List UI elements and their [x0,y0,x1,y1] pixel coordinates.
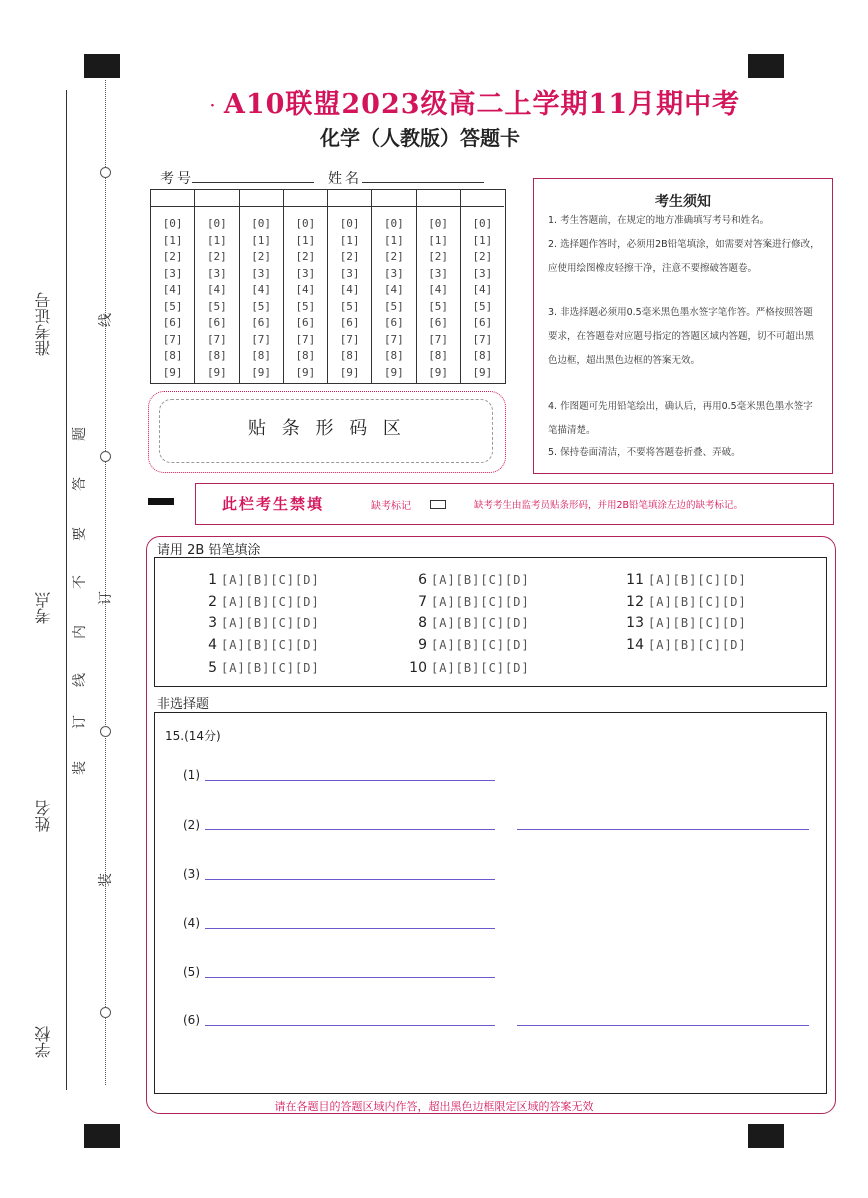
digit-bubble[interactable]: [5] [428,299,449,313]
answer-bubbles[interactable]: [A][B][C][D] [431,616,530,630]
exam-number-column[interactable] [240,190,284,383]
question-number: 14 [626,637,644,653]
digit-bubble[interactable]: [5] [383,299,404,313]
question-number: 10 [409,660,427,676]
digit-bubble[interactable]: [6] [339,316,360,329]
digit-bubble[interactable]: [2] [339,250,360,263]
answer-bubbles[interactable]: [A][B][C][D] [221,573,320,587]
margin-label-kaodian: 考点 [34,592,53,624]
part-label: (2) [183,818,200,832]
choice-question[interactable] [195,637,320,653]
digit-bubble[interactable]: [3] [162,266,183,280]
page-title: · A10联盟2023级高二上学期11月期中考 [210,89,741,120]
digit-bubble[interactable]: [5] [472,299,493,313]
digit-bubble[interactable]: [4] [162,283,183,296]
answer-bubbles[interactable]: [A][B][C][D] [431,595,530,609]
digit-bubble[interactable]: [8] [339,349,360,362]
choice-question[interactable] [195,572,320,588]
digit-bubble[interactable]: [7] [206,332,227,346]
digit-bubble[interactable]: [2] [251,250,272,263]
footer-note: 请在各题目的答题区域内作答，超出黑色边框限定区域的答案无效 [274,1100,594,1113]
exam-notice-box [533,178,833,474]
margin-warning-char: 答 [72,477,88,491]
choice-question[interactable] [405,637,530,653]
margin-rule-left [66,90,67,1090]
digit-bubble[interactable]: [0] [428,217,449,230]
question-number: 7 [418,594,427,610]
digit-bubble[interactable]: [0] [472,217,493,230]
barcode-area [148,391,506,473]
digit-bubble[interactable]: [1] [339,233,360,247]
question-number: 1 [208,572,217,588]
digit-bubble[interactable]: [5] [162,299,183,313]
digit-bubble[interactable]: [5] [339,299,360,313]
digit-bubble[interactable]: [7] [251,332,272,346]
digit-bubble[interactable]: [1] [295,233,316,247]
digit-bubble[interactable]: [0] [162,217,183,230]
digit-bubble[interactable]: [8] [251,349,272,362]
margin-label-xuexiao: 学校 [34,1026,53,1058]
question-number: 9 [418,637,427,653]
digit-bubble[interactable]: [2] [206,250,227,263]
digit-bubble[interactable]: [3] [339,266,360,280]
exam-number-write-cell[interactable] [284,190,327,207]
answer-line[interactable] [205,829,495,830]
margin-dotted-rule [105,80,106,1085]
digit-bubble[interactable]: [7] [162,332,183,346]
digit-bubble[interactable]: [0] [251,217,272,230]
answer-bubbles[interactable]: [A][B][C][D] [431,638,530,652]
digit-bubble[interactable]: [4] [383,283,404,296]
digit-bubble[interactable]: [6] [383,316,404,329]
registration-mark-top-right [748,54,784,78]
answer-line[interactable] [205,780,495,781]
answer-bubbles[interactable]: [A][B][C][D] [221,595,320,609]
margin-warning-char: 要 [72,527,88,541]
choice-question[interactable] [195,615,320,631]
digit-bubble[interactable]: [4] [339,283,360,296]
staff-only-label: 此栏考生禁填 [222,495,325,513]
digit-bubble[interactable]: [6] [295,316,316,329]
notice-item: 3. 非选择题必须用0.5毫米黑色墨水签字笔作答。严格按照答题要求，在答题卷对应题号指定的答题区域内答题，切不可超出黑色边框，超出黑色边框的答案无效。 [548,307,815,366]
question-number: 11 [626,572,644,588]
choice-heading: 请用 2B 铅笔填涂 [157,543,261,558]
digit-bubble[interactable]: [7] [295,332,316,346]
exam-number-column[interactable] [328,190,372,383]
answer-line[interactable] [205,879,495,880]
choice-question[interactable] [405,594,530,610]
digit-bubble[interactable]: [7] [428,332,449,346]
digit-bubble[interactable]: [9] [251,365,272,379]
answer-bubbles[interactable]: [A][B][C][D] [221,616,320,630]
binding-hole [100,726,111,737]
digit-bubble[interactable]: [9] [295,365,316,379]
margin-warning-char: 装 [72,761,88,775]
exam-number-column[interactable] [372,190,416,383]
digit-bubble[interactable]: [2] [162,250,183,263]
choice-question[interactable] [622,594,747,610]
digit-bubble[interactable]: [4] [295,283,316,296]
digit-bubble[interactable]: [3] [251,266,272,280]
question-number: 8 [418,615,427,631]
choice-question[interactable] [622,637,747,653]
answer-bubbles[interactable]: [A][B][C][D] [431,661,530,675]
question-number: 6 [418,572,427,588]
digit-bubble[interactable]: [8] [295,349,316,362]
digit-bubble[interactable]: [8] [162,349,183,362]
notice-title: 考生须知 [655,194,711,210]
question-number: 4 [208,637,217,653]
margin-xian-char: 线 [98,313,114,327]
absent-note: 缺考考生由监考员贴条形码，并用2B铅笔填涂左边的缺考标记。 [474,500,744,511]
digit-bubble[interactable]: [4] [428,283,449,296]
notice-item: 4. 作图题可先用铅笔绘出，确认后，再用0.5毫米黑色墨水签字笔描清楚。 [548,401,813,436]
digit-bubble[interactable]: [2] [428,250,449,263]
digit-bubble[interactable]: [5] [251,299,272,313]
digit-bubble[interactable]: [3] [472,266,493,280]
question-number: 12 [626,594,644,610]
absent-bar-mark [148,498,174,505]
exam-number-grid[interactable] [150,189,506,384]
staff-only-area [195,483,834,525]
choice-question[interactable] [195,594,320,610]
part-label: (6) [183,1013,200,1027]
margin-label-xingming: 姓名 [34,800,53,832]
registration-mark-bottom-right [748,1124,784,1148]
digit-bubble[interactable]: [2] [295,250,316,263]
digit-bubble[interactable]: [4] [472,283,493,296]
margin-warning-char: 线 [72,673,88,687]
question-number: 5 [208,660,217,676]
digit-bubble[interactable]: [9] [383,365,404,379]
exam-number-write-cell[interactable] [417,190,460,207]
question-number: 2 [208,594,217,610]
digit-bubble[interactable]: [9] [339,365,360,379]
notice-item: 1. 考生答题前，在规定的地方准确填写考号和姓名。 [548,215,770,226]
exam-number-column[interactable] [151,190,195,383]
digit-bubble[interactable]: [6] [251,316,272,329]
digit-bubble[interactable]: [9] [162,365,183,379]
digit-bubble[interactable]: [6] [162,316,183,329]
margin-warning-char: 订 [72,715,88,729]
question-number: 13 [626,615,644,631]
page-subtitle: 化学（人教版）答题卡 [320,126,520,150]
choice-question[interactable] [405,660,530,676]
digit-bubble[interactable]: [3] [428,266,449,280]
exam-number-write-cell[interactable] [151,190,194,207]
binding-hole [100,167,111,178]
margin-zhuang-char: 装 [98,873,114,887]
digit-bubble[interactable]: [8] [428,349,449,362]
answer-line[interactable] [205,1025,495,1026]
exam-number-write-cell[interactable] [372,190,415,207]
digit-bubble[interactable]: [7] [339,332,360,346]
digit-bubble[interactable]: [5] [295,299,316,313]
choice-question[interactable] [622,572,747,588]
absent-mark-box[interactable] [430,500,446,509]
kaohao-label: 考号 [160,171,194,187]
digit-bubble[interactable]: [1] [472,233,493,247]
digit-bubble[interactable]: [1] [206,233,227,247]
answer-bubbles[interactable]: [A][B][C][D] [648,595,747,609]
answer-bubbles[interactable]: [A][B][C][D] [648,638,747,652]
digit-bubble[interactable]: [8] [206,349,227,362]
answer-bubbles[interactable]: [A][B][C][D] [221,661,320,675]
answer-bubbles[interactable]: [A][B][C][D] [648,573,747,587]
digit-bubble[interactable]: [2] [383,250,404,263]
digit-bubble[interactable]: [1] [383,233,404,247]
registration-mark-bottom-left [84,1124,120,1148]
digit-bubble[interactable]: [1] [162,233,183,247]
part-label: (3) [183,867,200,881]
exam-number-column[interactable] [417,190,461,383]
choice-question[interactable] [195,660,320,676]
part-label: (1) [183,768,200,782]
notice-item: 5. 保持卷面清洁，不要将答题卷折叠、弄破。 [548,447,741,458]
nonchoice-box [154,712,827,1094]
digit-bubble[interactable]: [1] [251,233,272,247]
choice-question[interactable] [622,615,747,631]
digit-bubble[interactable]: [0] [339,217,360,230]
registration-mark-top-left [84,54,120,78]
digit-bubble[interactable]: [3] [295,266,316,280]
exam-number-write-cell[interactable] [328,190,371,207]
notice-item: 2. 选择题作答时，必须用2B铅笔填涂，如需要对答案进行修改，应使用绘图橡皮轻擦干净，注意不要擦破答题卷。 [548,239,820,274]
part-label: (5) [183,965,200,979]
margin-label-zhunkaozheng: 准考证号 [34,292,53,356]
digit-bubble[interactable]: [1] [428,233,449,247]
digit-bubble[interactable]: [6] [428,316,449,329]
exam-number-column[interactable] [284,190,328,383]
digit-bubble[interactable]: [4] [251,283,272,296]
digit-bubble[interactable]: [0] [206,217,227,230]
digit-bubble[interactable]: [9] [472,365,493,379]
choice-question[interactable] [405,572,530,588]
question-15-label: 15.(14分) [165,729,221,743]
xingming-label: 姓名 [328,171,362,187]
exam-number-write-cell[interactable] [195,190,238,207]
exam-number-column[interactable] [461,190,504,383]
digit-bubble[interactable]: [8] [383,349,404,362]
answer-line[interactable] [205,977,495,978]
part-label: (4) [183,916,200,930]
margin-ding-char: 订 [98,591,114,605]
digit-bubble[interactable]: [6] [206,316,227,329]
exam-number-write-cell[interactable] [461,190,504,207]
question-number: 3 [208,615,217,631]
digit-bubble[interactable]: [9] [428,365,449,379]
binding-hole [100,451,111,462]
answer-bubbles[interactable]: [A][B][C][D] [431,573,530,587]
nonchoice-heading: 非选择题 [157,697,210,712]
answer-bubbles[interactable]: [A][B][C][D] [221,638,320,652]
absent-mark-label: 缺考标记 [371,501,411,512]
digit-bubble[interactable]: [4] [206,283,227,296]
xingming-field[interactable] [362,182,484,183]
kaohao-field[interactable] [192,182,314,183]
margin-warning-char: 题 [72,427,88,441]
digit-bubble[interactable]: [5] [206,299,227,313]
digit-bubble[interactable]: [2] [472,250,493,263]
digit-bubble[interactable]: [7] [472,332,493,346]
digit-bubble[interactable]: [3] [383,266,404,280]
digit-bubble[interactable]: [7] [383,332,404,346]
digit-bubble[interactable]: [3] [206,266,227,280]
margin-warning-char: 内 [72,625,88,639]
margin-warning-char: 不 [72,575,88,589]
answer-line[interactable] [517,829,809,830]
exam-number-write-cell[interactable] [240,190,283,207]
answer-line[interactable] [517,1025,809,1026]
answer-line[interactable] [205,928,495,929]
barcode-label: 贴 条 形 码 区 [248,418,406,439]
digit-bubble[interactable]: [9] [206,365,227,379]
digit-bubble[interactable]: [8] [472,349,493,362]
digit-bubble[interactable]: [6] [472,316,493,329]
digit-bubble[interactable]: [0] [383,217,404,230]
choice-question[interactable] [405,615,530,631]
exam-number-column[interactable] [195,190,239,383]
answer-bubbles[interactable]: [A][B][C][D] [648,616,747,630]
binding-hole [100,1007,111,1018]
digit-bubble[interactable]: [0] [295,217,316,230]
